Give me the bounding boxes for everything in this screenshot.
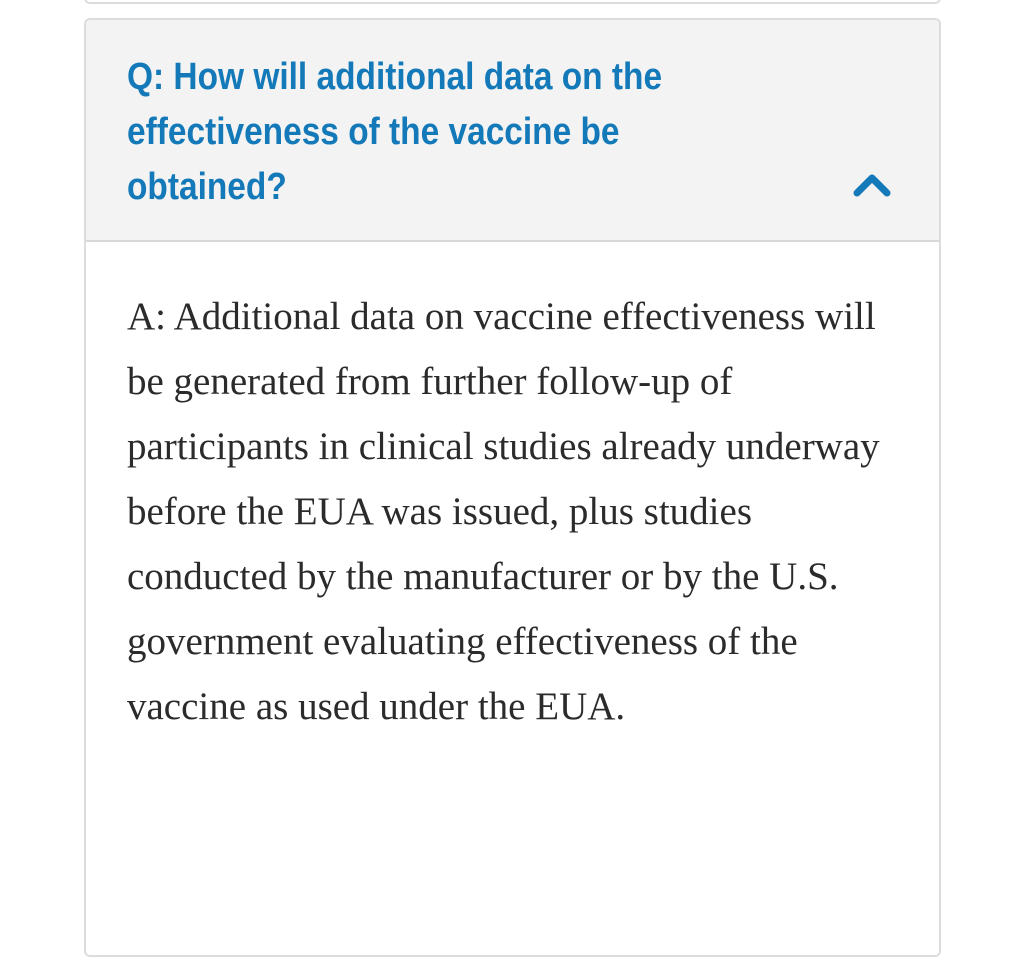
previous-faq-card [84, 0, 941, 4]
faq-accordion-item [84, 18, 941, 957]
faq-question-header[interactable] [86, 20, 939, 242]
faq-answer-text: A: Additional data on vaccine effectiveness will be generated from further follow-up of participants in clinical studies already underway before the EUA was issued, plus studies conducted by the manufacturer or by the U.S. government evaluating effectiveness of the vaccine as used under the EUA. [127, 295, 880, 728]
chevron-up-icon[interactable] [852, 170, 892, 198]
faq-question-text: Q: How will additional data on the effectiveness of the vaccine be obtained? [127, 56, 663, 208]
